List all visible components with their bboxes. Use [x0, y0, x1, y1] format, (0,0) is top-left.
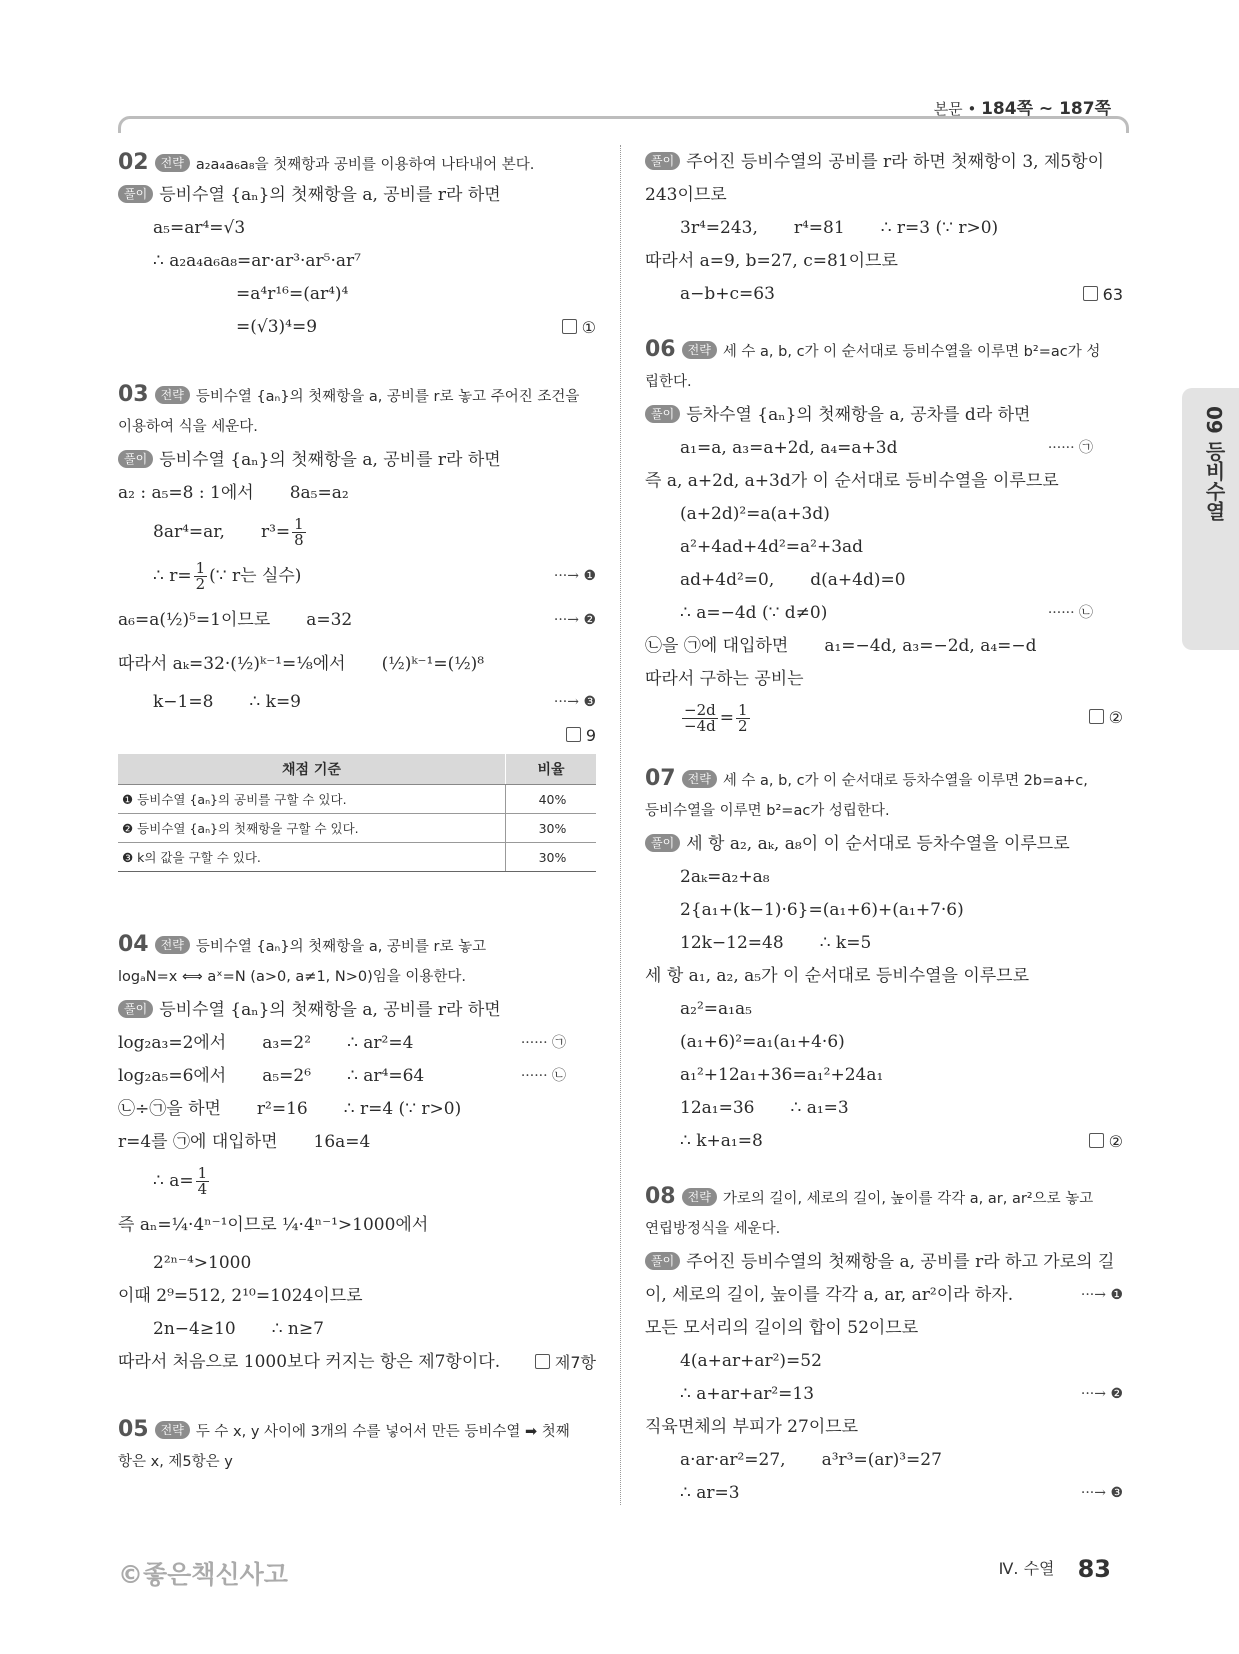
table-cell: 30% — [506, 814, 597, 843]
equation: ∴ a= $\frac{1}{4}$ — [153, 1164, 208, 1198]
equation: log₂a₃=2에서 a₃=2² ∴ ar²=4 ······ ㉠ — [118, 1027, 596, 1060]
problem-number: 04 — [118, 932, 149, 957]
problem-number: 07 — [645, 766, 676, 791]
strategy-cont: 항은 x, 제5항은 y — [118, 1454, 233, 1470]
problem-number: 06 — [645, 337, 676, 362]
solution-line: 풀이 주어진 등비수열의 첫째항을 a, 공비를 r라 하고 가로의 길 — [645, 1246, 1123, 1279]
header-pages: 184쪽 ~ 187쪽 — [981, 99, 1111, 119]
equation: =a⁴r¹⁶=(ar⁴)⁴ — [236, 284, 349, 304]
answer: 제7항 — [535, 1346, 596, 1379]
equation-ref: ······ ㉡ — [1047, 605, 1093, 621]
equation: 즉 aₙ=¼·4ⁿ⁻¹이므로 ¼·4ⁿ⁻¹>1000에서 — [118, 1215, 429, 1235]
problem-02-strategy: 02 전략 a₂a₄a₆a₈을 첫째항과 공비를 이용하여 나타내어 본다. — [118, 150, 535, 175]
header-rule — [118, 116, 1129, 133]
solution-line: 풀이 주어진 등비수열의 공비를 r라 하면 첫째항이 3, 제5항이 — [645, 146, 1123, 179]
equation: 즉 a, a+2d, a+3d가 이 순서대로 등비수열을 이루므로 — [645, 471, 1059, 491]
equation: a₅=ar⁴=√3 — [153, 218, 246, 238]
answer: ② — [1089, 1125, 1123, 1158]
equation: 12a₁=36 ∴ a₁=3 — [680, 1098, 849, 1118]
equation: k−1=8 ∴ k=9 ···→ ❸ — [118, 686, 596, 719]
solution-tag: 풀이 — [118, 185, 153, 203]
strategy-tag: 전략 — [155, 936, 190, 954]
chapter-label: Ⅳ. 수열 — [998, 1559, 1055, 1578]
fraction: $\frac{1}{2}$ — [195, 559, 206, 593]
equation: a²+4ad+4d²=a²+3ad — [680, 537, 864, 557]
solution-line: 풀이 등비수열 {aₙ}의 첫째항을 a, 공비를 r라 하면 — [118, 444, 596, 477]
equation: 4(a+ar+ar²)=52 — [680, 1351, 822, 1371]
strategy-tag: 전략 — [682, 770, 717, 788]
equation: 따라서 aₖ=32·(½)ᵏ⁻¹=⅛에서 (½)ᵏ⁻¹=(½)⁸ — [118, 654, 485, 674]
equation: a₂ : a₅=8 : 1에서 8a₅=a₂ — [118, 483, 349, 503]
problem-08-strategy: 08 전략 가로의 길이, 세로의 길이, 높이를 각각 a, ar, ar²으로 놓고 — [645, 1184, 1094, 1209]
equation-ref: ······ ㉡ — [520, 1068, 566, 1084]
equation: =(√3)⁴=9 ① — [118, 311, 596, 344]
problem-04-strategy: 04 전략 등비수열 {aₙ}의 첫째항을 a, 공비를 r로 놓고 — [118, 932, 487, 957]
table-cell: 30% — [506, 843, 597, 872]
table-cell: ❸ k의 값을 구할 수 있다. — [118, 843, 506, 872]
answer-box-icon — [1083, 286, 1098, 301]
equation: a₁²+12a₁+36=a₁²+24a₁ — [680, 1065, 884, 1085]
solution-tag: 풀이 — [645, 1252, 680, 1270]
strategy-cont: 연립방정식을 세운다. — [645, 1221, 781, 1237]
solution-line: 풀이 등차수열 {aₙ}의 첫째항을 a, 공차를 d라 하면 — [645, 399, 1123, 432]
answer: 63 — [1083, 278, 1123, 311]
equation: ad+4d²=0, d(a+4d)=0 — [680, 570, 906, 590]
solution-tag: 풀이 — [645, 834, 680, 852]
step-marker: ···→ ❷ — [1080, 1386, 1123, 1402]
step-marker: ···→ ❷ — [553, 612, 596, 628]
answer: ① — [562, 311, 596, 344]
problem-03-strategy: 03 전략 등비수열 {aₙ}의 첫째항을 a, 공비를 r로 놓고 주어진 조건을 — [118, 382, 580, 407]
solution-line: 풀이 세 항 a₂, aₖ, a₈이 이 순서대로 등차수열을 이루므로 — [645, 828, 1123, 861]
page-number: 83 — [1077, 1555, 1111, 1583]
equation: 직육면체의 부피가 27이므로 — [645, 1417, 859, 1437]
problem-07-strategy: 07 전략 세 수 a, b, c가 이 순서대로 등차수열을 이루면 2b=a+c, — [645, 766, 1088, 791]
table-row — [118, 843, 596, 872]
table-cell: ❶ 등비수열 {aₙ}의 공비를 구할 수 있다. — [118, 785, 506, 814]
equation: ㉡을 ㉠에 대입하면 a₁=−4d, a₃=−2d, a₄=−d — [645, 636, 1037, 656]
solution-tag: 풀이 — [118, 1000, 153, 1018]
column-divider — [620, 145, 621, 1505]
table-header: 비율 — [506, 754, 597, 785]
problem-number: 02 — [118, 150, 149, 175]
table-row — [118, 814, 596, 843]
strategy-cont: 이용하여 식을 세운다. — [118, 419, 258, 435]
header-bullet: • — [967, 100, 977, 118]
strategy-cont: logₐN=x ⟺ aˣ=N (a>0, a≠1, N>0)임을 이용한다. — [118, 969, 467, 985]
solution-tag: 풀이 — [118, 450, 153, 468]
chapter-side-tab-label: 09 등비수열 — [1202, 406, 1226, 521]
chapter-side-tab — [1182, 388, 1239, 650]
strategy-tag: 전략 — [155, 154, 190, 172]
equation: ∴ r= $\frac{1}{2}$ (∵ r는 실수) ···→ ❶ — [118, 554, 596, 598]
equation: 따라서 처음으로 1000보다 커지는 항은 제7항이다. 제7항 — [118, 1346, 596, 1379]
equation: ㉡÷㉠을 하면 r²=16 ∴ r=4 (∵ r>0) — [118, 1099, 462, 1119]
answer-box-icon — [1089, 709, 1104, 724]
problem-number: 08 — [645, 1184, 676, 1209]
equation: a−b+c=63 63 — [645, 278, 1123, 311]
equation: a₆=a(½)⁵=1이므로 a=32 ···→ ❷ — [118, 598, 596, 642]
problem-05-strategy: 05 전략 두 수 x, y 사이에 3개의 수를 넣어서 만든 등비수열 ➡ 첫째 — [118, 1417, 570, 1442]
equation: log₂a₅=6에서 a₅=2⁶ ∴ ar⁴=64 ······ ㉡ — [118, 1060, 596, 1093]
step-marker: ···→ ❶ — [553, 568, 596, 584]
answer-box-icon — [566, 727, 581, 742]
step-marker: ···→ ❸ — [1080, 1485, 1123, 1501]
grading-table — [118, 754, 596, 872]
solution-cont: 243이므로 — [645, 185, 727, 205]
equation: 2n−4≥10 ∴ n≥7 — [153, 1319, 324, 1339]
table-cell: 40% — [506, 785, 597, 814]
answer: 9 — [566, 719, 596, 752]
problem-number: 03 — [118, 382, 149, 407]
equation: a·ar·ar²=27, a³r³=(ar)³=27 — [680, 1450, 942, 1470]
solution-tag: 풀이 — [645, 152, 680, 170]
solution-tag: 풀이 — [645, 405, 680, 423]
strategy-cont: 립한다. — [645, 374, 692, 390]
equation: 따라서 구하는 공비는 — [645, 669, 804, 689]
fraction: $\frac{1}{8}$ — [294, 515, 304, 549]
solution-cont: 이, 세로의 길이, 높이를 각각 a, ar, ar²이라 하자. ···→ ❶ — [645, 1279, 1123, 1312]
answer-line — [118, 719, 596, 752]
step-marker: ···→ ❸ — [553, 694, 596, 710]
fraction: $\frac{-2d}{-4d}$ — [684, 701, 716, 735]
left-column — [118, 146, 596, 1479]
step-marker: ···→ ❶ — [1080, 1287, 1123, 1303]
answer: ② — [1089, 696, 1123, 740]
solution-line: 풀이 등비수열 {aₙ}의 첫째항을 a, 공비를 r라 하면 — [118, 179, 596, 212]
problem-06-strategy: 06 전략 세 수 a, b, c가 이 순서대로 등비수열을 이루면 b²=ac가 성 — [645, 337, 1101, 362]
equation: r=4를 ㉠에 대입하면 16a=4 — [118, 1132, 371, 1152]
equation: ∴ a=−4d (∵ d≠0) ······ ㉡ — [645, 597, 1123, 630]
problem-number: 05 — [118, 1417, 149, 1442]
equation: 2²ⁿ⁻⁴>1000 — [153, 1253, 252, 1273]
strategy-tag: 전략 — [155, 386, 190, 404]
equation: 8ar⁴=ar, r³= $\frac{1}{8}$ — [153, 515, 304, 549]
equation: a₁=a, a₃=a+2d, a₄=a+3d ······ ㉠ — [645, 432, 1123, 465]
equation: ∴ ar=3 ···→ ❸ — [645, 1477, 1123, 1510]
strategy-tag: 전략 — [682, 1188, 717, 1206]
answer-box-icon — [562, 319, 577, 334]
equation: ∴ k+a₁=8 ② — [645, 1125, 1123, 1158]
equation: ∴ a₂a₄a₆a₈=ar·ar³·ar⁵·ar⁷ — [153, 251, 361, 271]
equation: ∴ a+ar+ar²=13 ···→ ❷ — [645, 1378, 1123, 1411]
publisher-logo: ©좋은책신사고 — [118, 1560, 288, 1589]
page-footer — [999, 1555, 1111, 1583]
table-header: 채점 기준 — [118, 754, 506, 785]
equation: $\frac{-2d}{-4d}$ = $\frac{1}{2}$ ② — [645, 696, 1123, 740]
answer-box-icon — [535, 1354, 550, 1369]
equation: 2{a₁+(k−1)·6}=(a₁+6)+(a₁+7·6) — [680, 900, 964, 920]
table-row — [118, 785, 596, 814]
strategy-cont: 등비수열을 이루면 b²=ac가 성립한다. — [645, 803, 890, 819]
answer-box-icon — [1089, 1133, 1104, 1148]
strategy-tag: 전략 — [155, 1421, 190, 1439]
equation: 2aₖ=a₂+a₈ — [680, 867, 770, 887]
equation: 12k−12=48 ∴ k=5 — [680, 933, 872, 953]
equation: (a+2d)²=a(a+3d) — [680, 504, 830, 524]
header-label: 본문 — [933, 100, 963, 118]
equation: 3r⁴=243, r⁴=81 ∴ r=3 (∵ r>0) — [680, 218, 999, 238]
equation: (a₁+6)²=a₁(a₁+4·6) — [680, 1032, 845, 1052]
right-column — [645, 146, 1123, 1510]
equation: a₂²=a₁a₅ — [680, 999, 752, 1019]
strategy-tag: 전략 — [682, 341, 717, 359]
equation: 모든 모서리의 길이의 합이 52이므로 — [645, 1318, 919, 1338]
equation-ref: ······ ㉠ — [520, 1035, 566, 1051]
fraction: $\frac{1}{2}$ — [737, 701, 748, 735]
equation: 따라서 a=9, b=27, c=81이므로 — [645, 251, 898, 271]
equation: 세 항 a₁, a₂, a₅가 이 순서대로 등비수열을 이루므로 — [645, 966, 1030, 986]
fraction: $\frac{1}{4}$ — [197, 1164, 208, 1198]
table-cell: ❷ 등비수열 {aₙ}의 첫째항을 구할 수 있다. — [118, 814, 506, 843]
equation-ref: ······ ㉠ — [1047, 440, 1093, 456]
solution-line: 풀이 등비수열 {aₙ}의 첫째항을 a, 공비를 r라 하면 — [118, 994, 596, 1027]
equation: 이때 2⁹=512, 2¹⁰=1024이므로 — [118, 1286, 363, 1306]
